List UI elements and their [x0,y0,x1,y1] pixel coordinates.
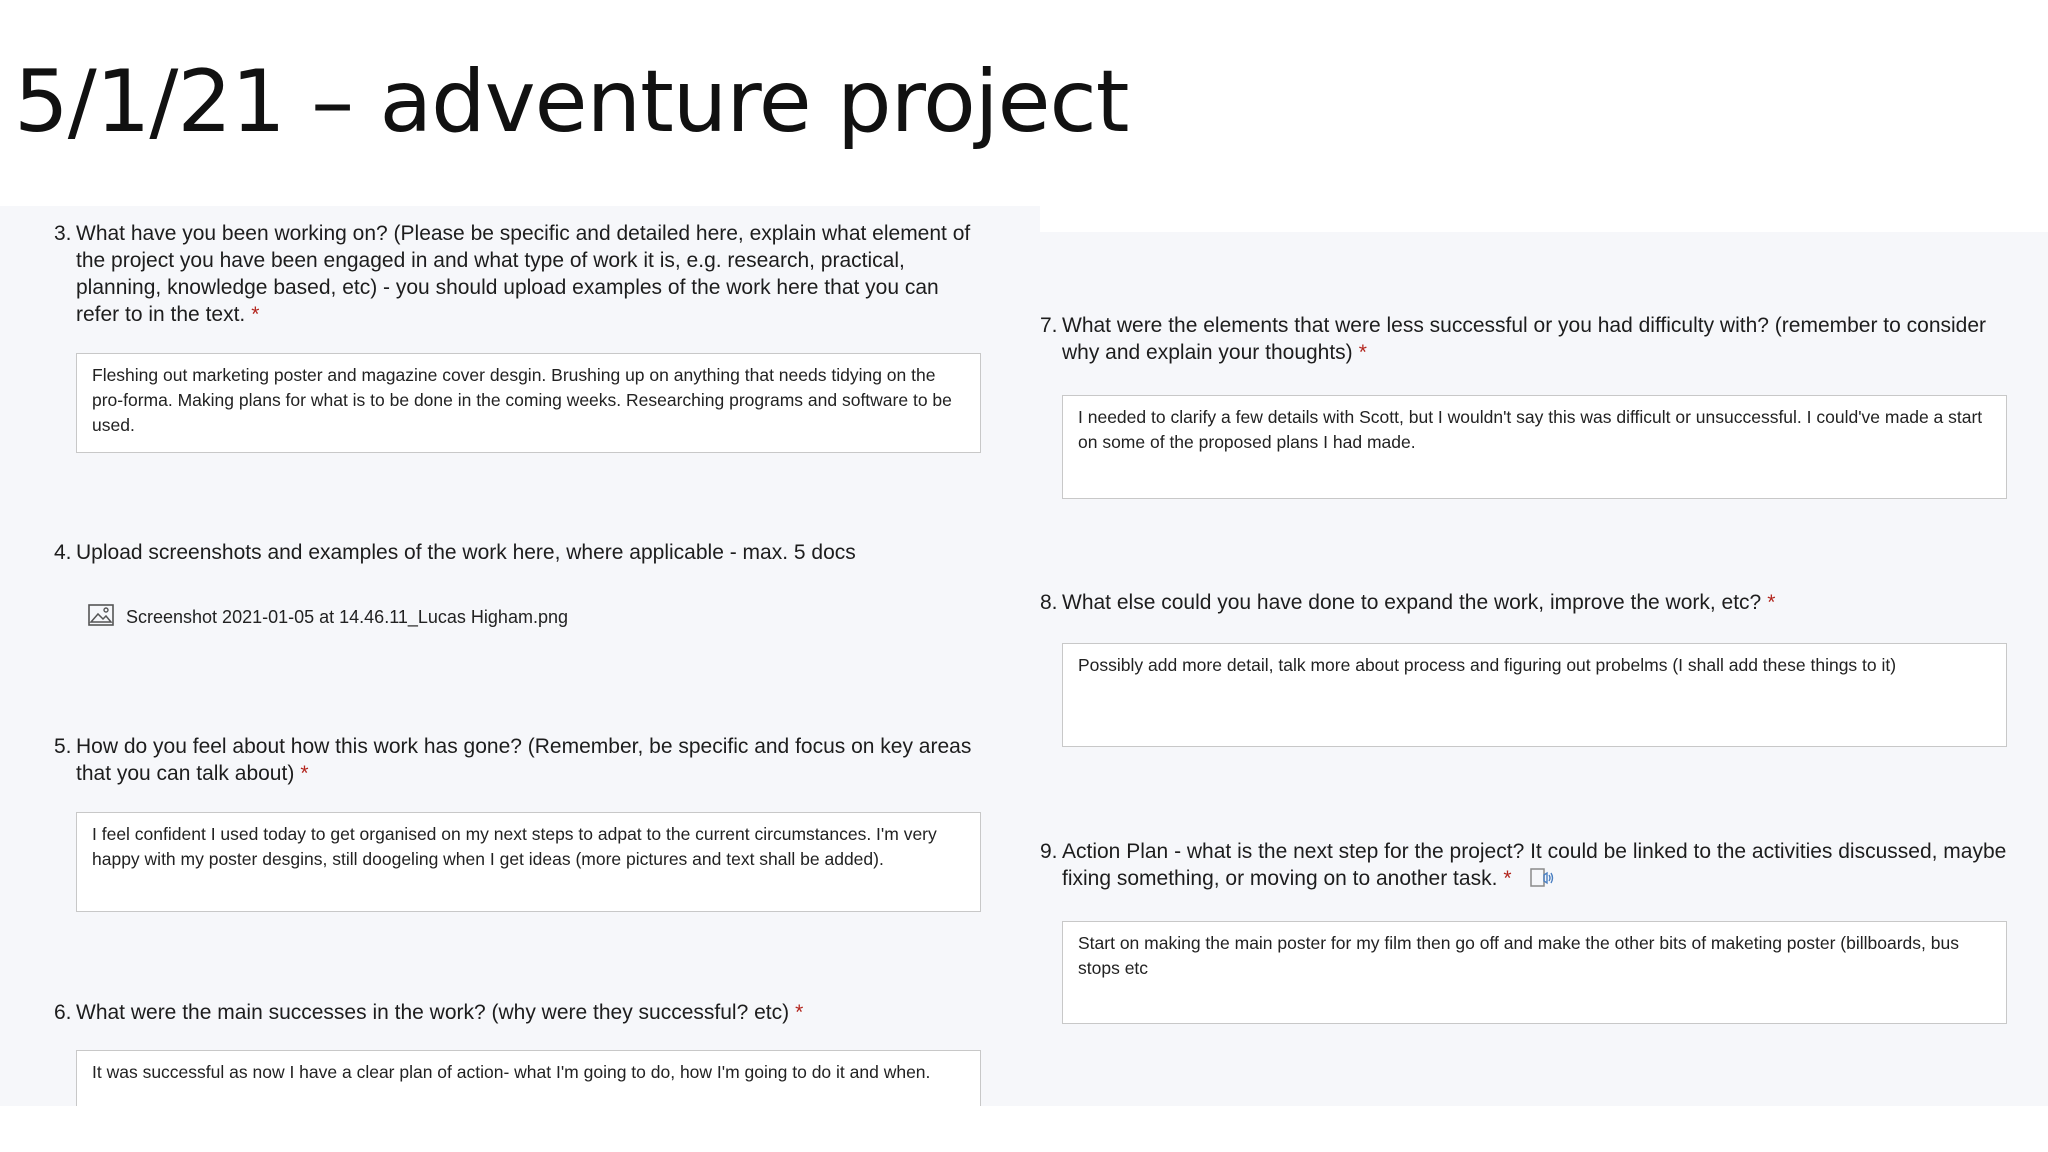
question-text: What have you been working on? (Please be specific and detailed here, explain what element of the project you have been engaged in and what type of work it is, e.g. research, practical, planning, knowledge based, etc) - you should upload examples of the work here that you can refer to in the text. [76,222,971,326]
required-marker: * [1358,341,1367,364]
answer-field-9[interactable] [1062,921,2007,1024]
answer-field-3[interactable] [76,353,981,453]
question-number: 4. [54,541,72,564]
attachment-filename: Screenshot 2021-01-05 at 14.46.11_Lucas Higham.png [126,607,568,627]
question-text: How do you feel about how this work has gone? (Remember, be specific and focus on key areas that you can talk about) [76,735,972,785]
answer-text: Possibly add more detail, talk more about process and figuring out probelms (I shall add these things to it) [1078,655,1897,675]
question-text: Action Plan - what is the next step for the project? It could be linked to the activities discussed, maybe fixing something, or moving on to another task. [1062,840,2007,890]
question-8 [1040,589,2012,616]
question-number: 6. [54,1001,72,1024]
image-file-icon [88,604,114,631]
answer-field-8[interactable] [1062,643,2007,747]
question-text: What were the main successes in the work? (why were they successful? etc) [76,1001,790,1024]
question-text: What else could you have done to expand the work, improve the work, etc? [1062,591,1762,614]
required-marker: * [1767,591,1776,614]
question-number: 3. [54,222,72,245]
question-6 [54,999,986,1026]
question-4 [54,539,986,566]
required-marker: * [300,762,309,785]
slide-title: 5/1/21 – adventure project [14,52,1129,152]
question-9 [1040,838,2012,892]
question-number: 5. [54,735,72,758]
answer-text: Fleshing out marketing poster and magazine cover desgin. Brushing up on anything that needs tidying on the pro-forma. Making plans for what is to be done in the coming weeks. Researching programs and software to be used. [92,365,952,435]
required-marker: * [795,1001,804,1024]
answer-field-6[interactable] [76,1050,981,1106]
question-number: 9. [1040,840,1058,863]
question-5 [54,733,986,787]
question-number: 7. [1040,314,1058,337]
required-marker: * [251,303,260,326]
answer-field-7[interactable] [1062,395,2007,499]
question-number: 8. [1040,591,1058,614]
question-3 [54,220,986,328]
required-marker: * [1503,867,1512,890]
answer-field-5[interactable] [76,812,981,912]
question-7 [1040,312,2012,366]
answer-text: Start on making the main poster for my film then go off and make the other bits of maketing poster (billboards, bus stops etc [1078,933,1959,978]
answer-text: I feel confident I used today to get organised on my next steps to adpat to the current circumstances. I'm very happy with my poster desgins, still doogeling when I get ideas (more pictures and text shall be added). [92,824,937,869]
form-panel-left [0,206,1040,1106]
question-text: What were the elements that were less successful or you had difficulty with? (remember to consider why and explain your thoughts) [1062,314,1987,364]
attachment-link[interactable] [88,604,568,631]
question-text: Upload screenshots and examples of the work here, where applicable - max. 5 docs [76,541,856,564]
answer-text: It was successful as now I have a clear plan of action- what I'm going to do, how I'm going to do it and when. [92,1062,931,1082]
answer-text: I needed to clarify a few details with Scott, but I wouldn't say this was difficult or unsuccessful. I could've made a start on some of the proposed plans I had made. [1078,407,1983,452]
immersive-reader-icon[interactable] [1530,867,1556,889]
